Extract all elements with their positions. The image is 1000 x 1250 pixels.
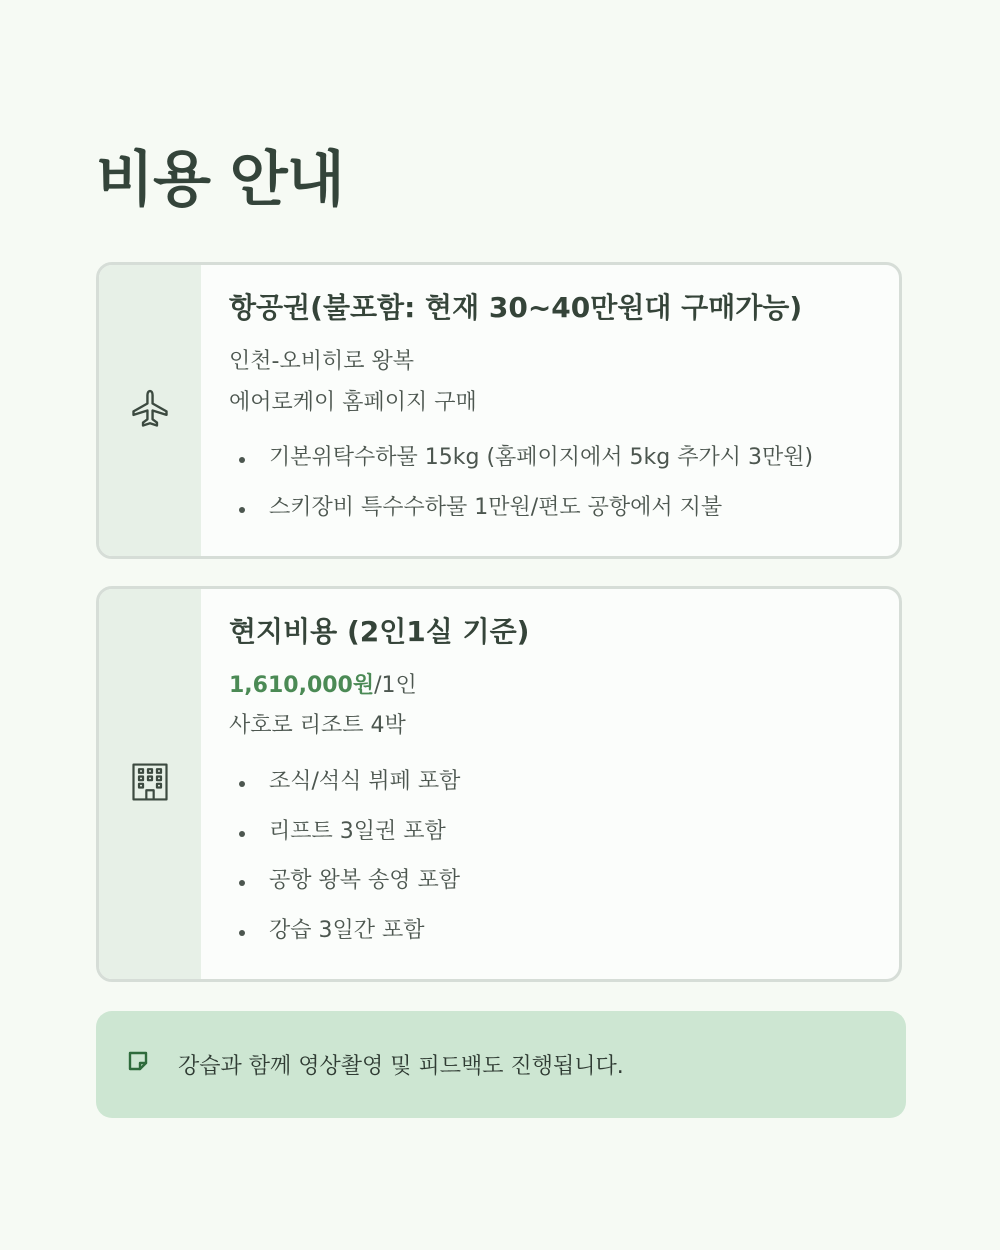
price-unit: /1인 bbox=[374, 673, 417, 698]
bullet-dot bbox=[239, 930, 245, 936]
note-text: 강습과 함께 영상촬영 및 피드백도 진행됩니다. bbox=[178, 1054, 624, 1079]
bullet-dot bbox=[239, 457, 245, 463]
local-cost-card: 현지비용 (2인1실 기준) 1,610,000원/1인 사호로 리조트 4박 조식/석식 뷔페 포함 리프트 3일권 포함 공항 왕복 송영 포함 강습 3일간 포함 bbox=[96, 586, 902, 982]
bullet-dot bbox=[239, 831, 245, 837]
bullet-dot bbox=[239, 781, 245, 787]
flight-purchase: 에어로케이 홈페이지 구매 bbox=[229, 390, 477, 415]
price-line bbox=[229, 673, 417, 699]
note-banner bbox=[96, 1011, 906, 1118]
resort-stay: 사호로 리조트 4박 bbox=[229, 713, 406, 738]
bullet-dot bbox=[239, 507, 245, 513]
building-icon bbox=[128, 760, 172, 808]
bullet-dot bbox=[239, 880, 245, 886]
note-icon bbox=[126, 1049, 150, 1077]
airplane-icon bbox=[128, 387, 172, 435]
page-title: 비용 안내 bbox=[96, 145, 344, 215]
flight-route: 인천-오비히로 왕복 bbox=[229, 349, 414, 374]
flight-card-side bbox=[99, 265, 201, 556]
local-card-side bbox=[99, 589, 201, 979]
flight-title: 항공권(불포함: 현재 30~40만원대 구매가능) bbox=[229, 291, 803, 324]
flight-card: 항공권(불포함: 현재 30~40만원대 구매가능) 인천-오비히로 왕복 에어로케이 홈페이지 구매 기본위탁수하물 15kg (홈페이지에서 5kg 추가시 3만원) 스키장비 특수수하물 1만원/편도 공항에서 지불 bbox=[96, 262, 902, 559]
price-value: 1,610,000원 bbox=[229, 673, 375, 698]
local-title: 현지비용 (2인1실 기준) bbox=[229, 615, 530, 648]
